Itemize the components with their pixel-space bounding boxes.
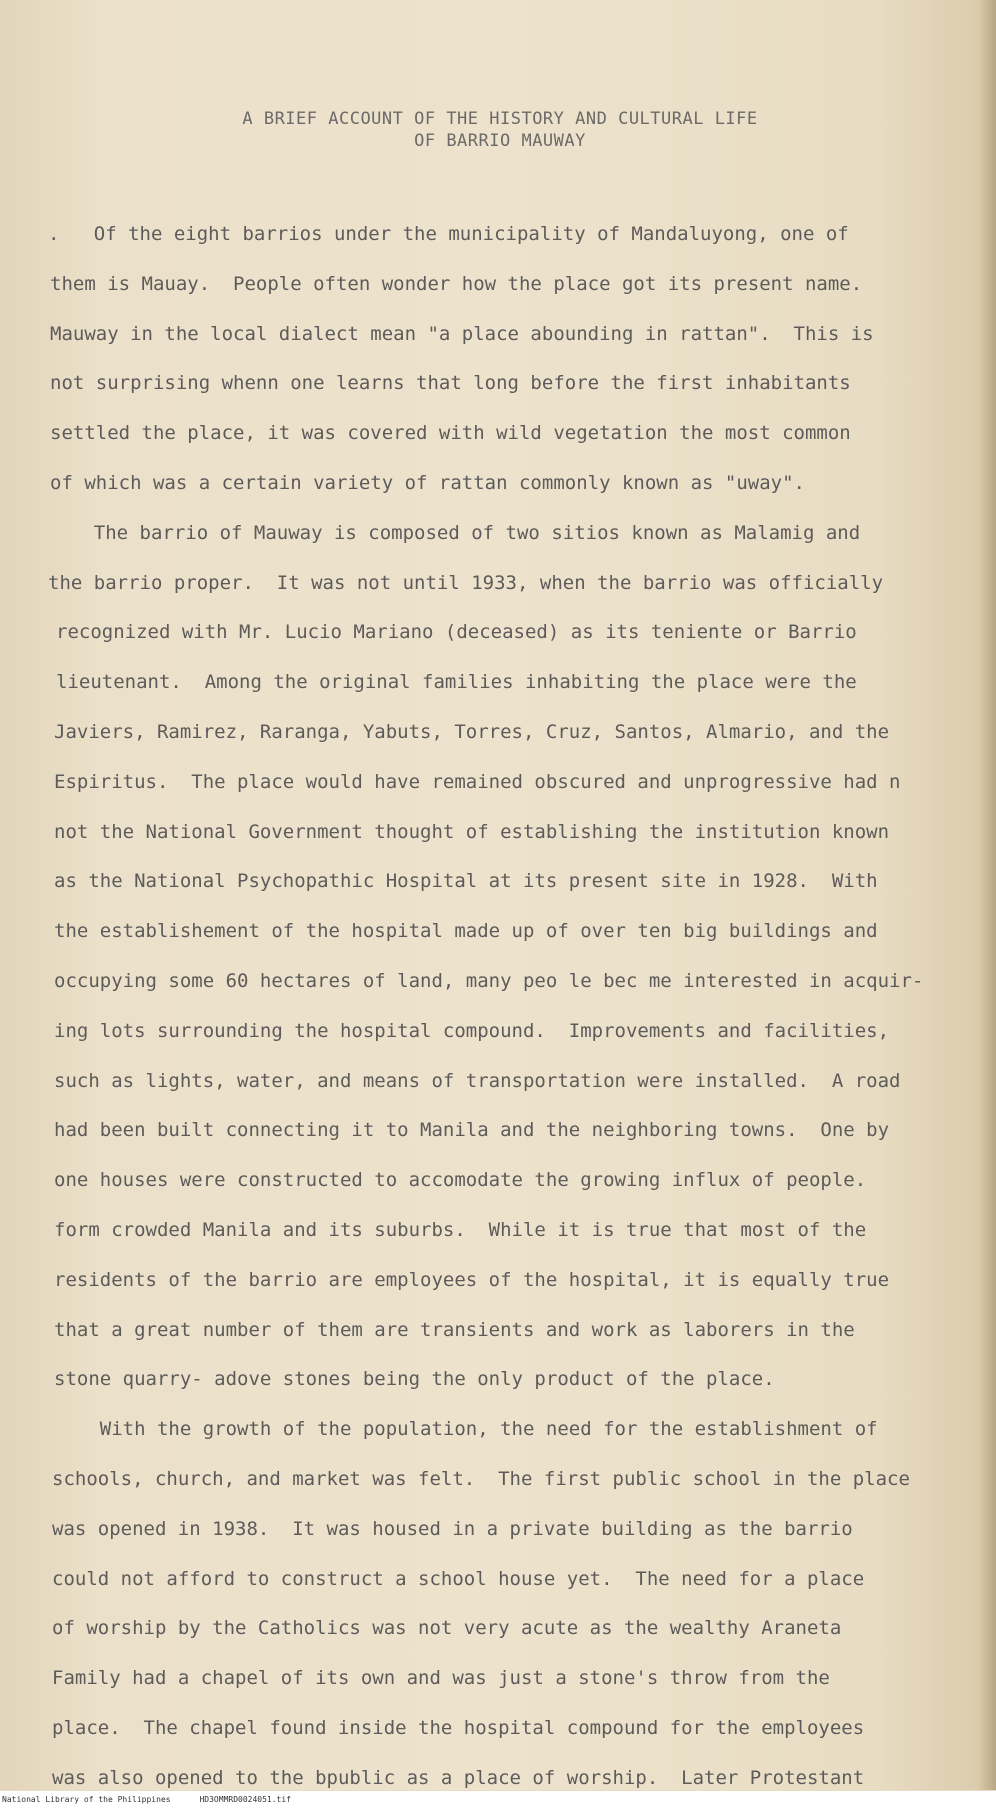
text-line: settled the place, it was covered with wild vegetation the most common [50, 422, 851, 445]
scan-footer [0, 1791, 996, 1808]
text-line: place. The chapel found inside the hospital compound for the employees [52, 1716, 865, 1739]
text-line: Mauway in the local dialect mean "a place abounding in rattan". This is [50, 322, 874, 345]
text-line: occupying some 60 hectares of land, many peo le bec me interested in acquir- [54, 969, 924, 992]
footer-file-id: HD3OMMRD0024051.tif [199, 1795, 291, 1804]
text-line: not surprising whenn one learns that long before the first inhabitants [50, 372, 851, 395]
text-line: such as lights, water, and means of transportation were installed. A road [54, 1069, 901, 1092]
title-line: OF BARRIO MAUWAY [414, 131, 586, 151]
footer-library: National Library of the Philippines [2, 1795, 171, 1804]
document-body [48, 210, 978, 1804]
text-line: was opened in 1938. It was housed in a private building as the barrio [52, 1517, 853, 1540]
text-line: of which was a certain variety of rattan commonly known as "uway". [50, 471, 805, 494]
text-line: that a great number of them are transients and work as laborers in the [54, 1318, 855, 1341]
document-title [110, 108, 890, 152]
text-line: With the growth of the population, the need for the establishment of [54, 1418, 878, 1441]
text-line: as the National Psychopathic Hospital at its present site in 1928. With [54, 870, 878, 893]
text-line: the establishement of the hospital made up of over ten big buildings and [54, 920, 878, 943]
text-line: had been built connecting it to Manila and the neighboring towns. One by [54, 1119, 890, 1142]
text-line: one houses were constructed to accomodate the growing influx of people. [54, 1169, 867, 1192]
text-line: lieutenant. Among the original families inhabiting the place were the [56, 671, 857, 694]
text-line: not the National Government thought of establishing the institution known [54, 820, 890, 843]
text-line: The barrio of Mauway is composed of two sitios known as Malamig and [48, 521, 861, 544]
text-line: stone quarry- adove stones being the only product of the place. [54, 1368, 775, 1391]
text-line: form crowded Manila and its suburbs. While it is true that most of the [54, 1218, 867, 1241]
text-line: Espiritus. The place would have remained obscured and unprogressive had n [54, 770, 901, 793]
title-line: A BRIEF ACCOUNT OF THE HISTORY AND CULTURAL LIFE [242, 109, 758, 129]
text-line: could not afford to construct a school house yet. The need for a place [52, 1567, 865, 1590]
text-line: . Of the eight barrios under the municipality of Mandaluyong, one of [48, 223, 849, 245]
text-line: recognized with Mr. Lucio Mariano (deceased) as its teniente or Barrio [56, 621, 857, 644]
text-line: them is Mauay. People often wonder how the place got its present name. [50, 272, 863, 295]
text-line: ing lots surrounding the hospital compound. Improvements and facilities, [54, 1019, 890, 1042]
page-edge-shadow [978, 0, 996, 1790]
text-line: Javiers, Ramirez, Raranga, Yabuts, Torres, Cruz, Santos, Almario, and the [54, 720, 890, 743]
text-line: the barrio proper. It was not until 1933, when the barrio was officially [48, 571, 884, 594]
text-line: schools, church, and market was felt. The first public school in the place [52, 1467, 910, 1490]
text-line: was also opened to the bpublic as a place of worship. Later Protestant [52, 1766, 865, 1789]
text-line: Family had a chapel of its own and was just a stone's throw from the [52, 1667, 830, 1690]
text-line: of worship by the Catholics was not very acute as the wealthy Araneta [52, 1617, 842, 1640]
text-line: residents of the barrio are employees of the hospital, it is equally true [54, 1268, 890, 1291]
